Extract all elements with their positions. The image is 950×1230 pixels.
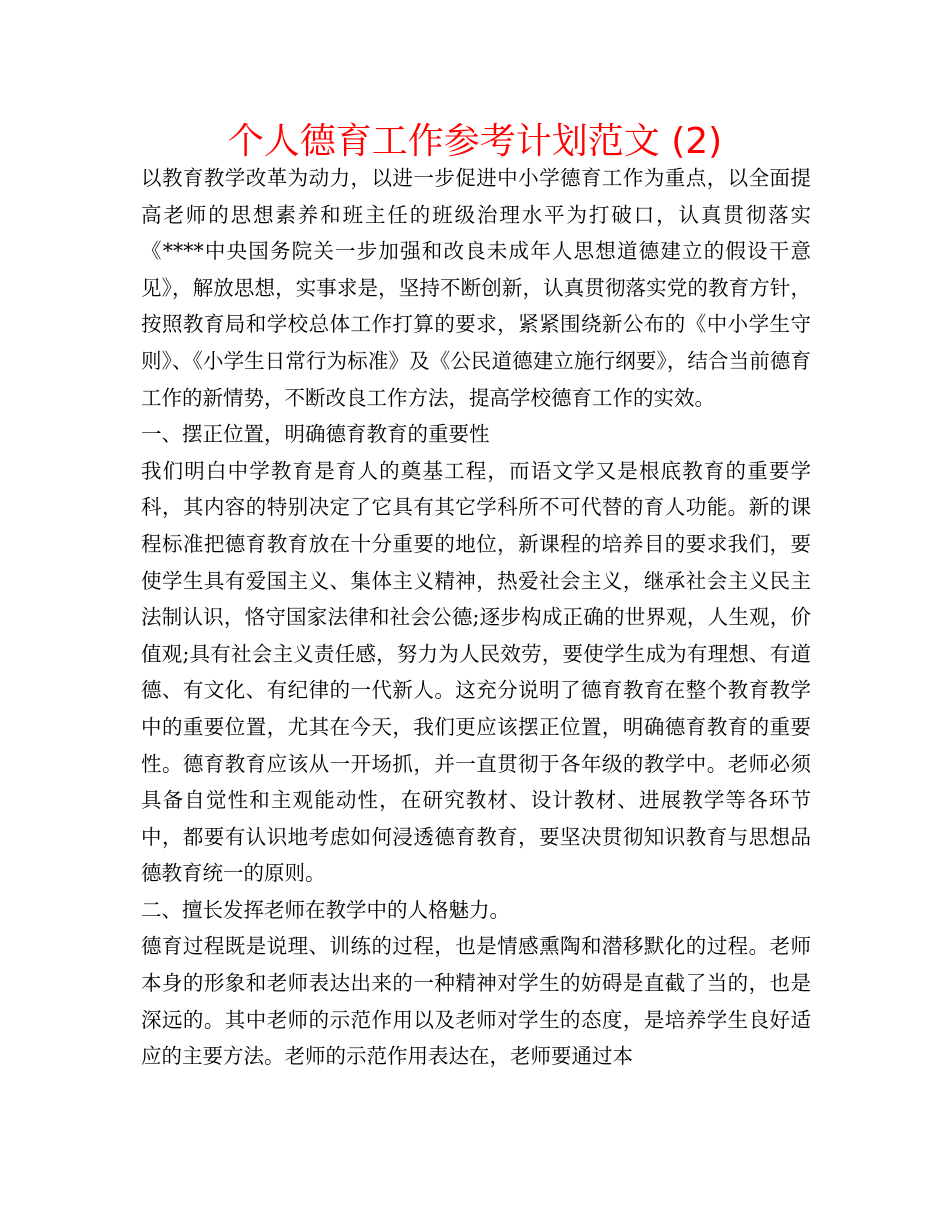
document-body xyxy=(141,160,811,1075)
paragraph-section-2: 德育过程既是说理、训练的过程，也是情感熏陶和潜移默化的过程。老师本身的形象和老师表达出来的一种精神对学生的妨碍是直截了当的，也是深远的。其中老师的示范作用以及老师对学生的态度，是培养学生良好适应的主要方法。老师的示范作用表达在，老师要通过本 xyxy=(141,934,811,1069)
document-title: 个人德育工作参考计划范文 (2) xyxy=(227,121,723,162)
paragraph-section-1: 我们明白中学教育是育人的奠基工程，而语文学又是根底教育的重要学科，其内容的特别决定了它具有其它学科所不可代替的育人功能。新的课程标准把德育教育放在十分重要的地位，新课程的培养目的要求我们，要使学生具有爱国主义、集体主义精神，热爱社会主义，继承社会主义民主法制认识，恪守国家法律和社会公德;逐步构成正确的世界观，人生观，价值观;具有社会主义责任感，努力为人民效劳，要使学生成为有理想、有道德、有文化、有纪律的一代新人。这充分说明了德育教育在整个教育教学中的重要位置，尤其在今天，我们更应该摆正位置，明确德育教育的重要性。德育教育应该从一开场抓，并一直贯彻于各年级的教学中。老师必须具备自觉性和主观能动性，在研究教材、设计教材、进展教学等各环节中，都要有认识地考虑如何浸透德育教育，要坚决贯彻知识教育与思想品德教育统一的原则。 xyxy=(141,458,811,886)
section-heading-1: 一、摆正位置，明确德育教育的重要性 xyxy=(141,422,490,447)
paragraph-intro: 以教育教学改革为动力，以进一步促进中小学德育工作为重点，以全面提高老师的思想素养和班主任的班级治理水平为打破口，认真贯彻落实《****中央国务院关一步加强和改良未成年人思想道德建立的假设干意见》，解放思想，实事求是，坚持不断创新，认真贯彻落实党的教育方针，按照教育局和学校总体工作打算的要求，紧紧围绕新公布的《中小学生守则》、《小学生日常行为标准》及《公民道德建立施行纲要》，结合当前德育工作的新情势，不断改良工作方法，提高学校德育工作的实效。 xyxy=(141,166,811,410)
section-heading-2: 二、擅长发挥老师在教学中的人格魅力。 xyxy=(141,897,510,922)
